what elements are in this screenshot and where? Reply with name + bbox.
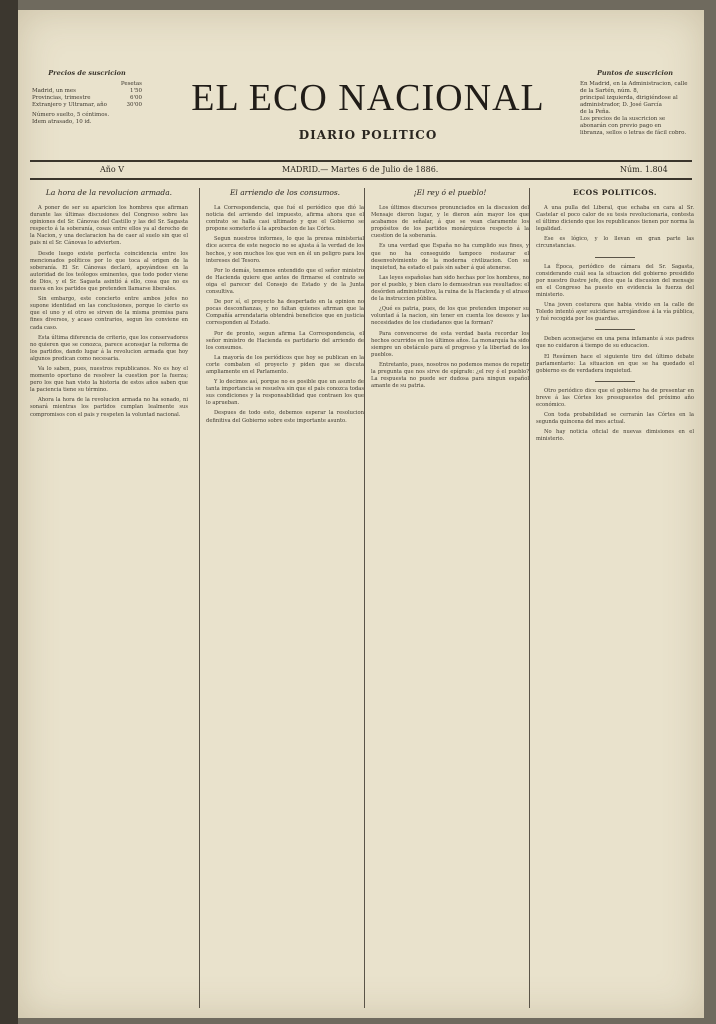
price-row-value: 30'00	[126, 102, 142, 108]
article-paragraph: No hay noticia oficial de nuevas dimisiones en el ministerio.	[536, 429, 694, 443]
issue-year: Año V	[100, 165, 125, 174]
price-row	[32, 88, 142, 95]
price-note: Número suelto, 5 céntimos.	[32, 112, 110, 118]
article-paragraph: Va lo saben, pues, nuestros republicanos. No es hoy el momento oportuno de resolver la cuestion por la fuerza; pero los que han visto la historia de estos años saben que la paciencia tiene su término.	[30, 365, 188, 394]
item-divider	[595, 329, 635, 330]
issue-date: MADRID.— Martes 6 de Julio de 1886.	[282, 165, 439, 174]
price-row-label: Extranjero y Ultramar, año	[32, 102, 107, 108]
article-paragraph: Despues de todo esto, debemos esperar la resolucion definitiva del Gobierno sobre este importante asunto.	[206, 410, 364, 424]
masthead	[18, 10, 704, 160]
article-column	[30, 188, 193, 1008]
article-paragraph: Ahora la hora de la revolucion armada no ha sonado, ni sonará mientras los partidos cumplan lealmente sus compromisos con el pais y respeten la voluntad nacional.	[30, 397, 188, 418]
price-row-label: Provincias, trimestre	[32, 95, 91, 101]
item-divider	[595, 381, 635, 382]
article-paragraph: Es una verdad que España no ha cumplido sus fines, y que no ha conseguido tampoco restaurar el desenvolvimiento de la moderna civilizacion. Con su inquietud, ha estado el país sin saber á qué atenerse.	[371, 243, 529, 271]
article-title: La hora de la revolucion armada.	[45, 188, 173, 197]
price-row	[32, 95, 142, 102]
article-paragraph: A una pulla del Liberal, que echaba en cara al Sr. Castelar el poco calor de su tesis revolucionaria, contesta el último diciendo que los republicanos tienen por norma la legalidad.	[536, 205, 694, 233]
page-edge-shadow	[0, 0, 18, 1024]
article-paragraph: El Resúmen hace el siguiente tiro del último debate parlamentario: La situacion en que se ha quedado el gobierno es de verdadera inquietud.	[536, 353, 694, 374]
article-paragraph: Una joven costurera que habia vivido en la calle de Toledo intentó ayer suicidarse arrojándose á la vía pública, y fué recogida por los guardias.	[536, 302, 694, 323]
currency-label-row	[32, 81, 142, 88]
newspaper-page	[18, 10, 704, 1018]
article-paragraph: Ese es lógico, y lo llevan en gran parte las circunstancias.	[536, 236, 694, 250]
article-paragraph: Entretanto, pues, nosotros no podemos menos de repetir la pregunta que nos sirve de epígrafe: ¿el rey ó el pueblo? La respuesta no puede ser dudosa para ningun español amante de su patria.	[371, 361, 529, 390]
item-divider	[595, 257, 635, 258]
article-title: ¡El rey ó el pueblo!	[413, 188, 487, 197]
article-title: El arriendo de los consumos.	[229, 188, 341, 197]
newspaper-title: EL ECO NACIONAL	[191, 77, 545, 119]
article-paragraph: La Correspondencia, que fué el periódico que dió la noticia del arriendo del impuesto, afirma ahora que el contrato se halla casi ultimado y que el Gobierno se propone someterlo á la aprobacion de las Córtes.	[206, 205, 364, 233]
price-row-value: 6'00	[129, 95, 142, 101]
currency-label: Pesetas	[120, 81, 142, 87]
subscription-points-line: principal izquierda, dirigiéndose al administrador, D. José García	[580, 95, 678, 108]
article-paragraph: Por de pronto, segun afirma La Correspondencia, el señor ministro de Hacienda es partidario del arriendo de los consumos.	[206, 330, 364, 351]
subscription-points-line: En Madrid, en la Administracion, calle de la Sartén, núm. 8,	[580, 81, 688, 94]
article-paragraph: Y lo decimos así, porque no es posible que un asunto de tanta importancia se resuelva sin que el pais conozca todas sus condiciones y la responsabilidad que contraen los que lo aprueban.	[206, 379, 364, 407]
subscription-points-line: de la Peña.	[580, 109, 611, 115]
article-column	[364, 188, 534, 1008]
article-paragraph: Por lo demás, tenemos entendido que el señor ministro de Hacienda quiere que antes de firmarse el contrato se oiga el parecer del Consejo de Estado y de la Junta consultiva.	[206, 267, 364, 296]
article-paragraph: Desde luego existe perfecta coincidencia entre los mencionados políticos por lo que toca al origen de la soberanía. El Sr. Cánovas declaró, apoyándose en la autoridad de los teólogos eminentes, que todo poder viene de Dios, y el Sr. Sagasta asintió á ello, cosa que no es nueva en los partidos que pretenden llamarse liberales.	[30, 250, 188, 293]
subscription-points-line: Los precios de la suscricion se abonarán con previo pago en	[580, 116, 666, 129]
subscription-prices-box	[32, 70, 142, 126]
article-paragraph: Sin embargo, este concierto entre ambos jefes no supone identidad en las conclusiones, porque lo cierto es que el uno y el otro se sirven de la misma premisa para fines diversos, y acaso contrarios, segun les conviene en cada caso.	[30, 296, 188, 331]
subscription-points-line: libranza, sellos o letras de fácil cobro.	[580, 130, 687, 136]
issue-number: Núm. 1.804	[620, 165, 668, 174]
dateline-bar	[30, 160, 692, 180]
article-paragraph: La Época, periódico de cámara del Sr. Sagasta, considerando cuál sea la situacion del gobierno presidido por nuestro ilustre jefe, dice que la discusion del mensaje en el Congreso ha puesto en evidencia la fuerza del ministerio.	[536, 263, 694, 298]
article-paragraph: Los últimos discursos pronunciados en la discusion del Mensaje dieron lugar, y le dieron aún mayor los que acabamos de señalar, á que se vean claramente los propósitos de los partidos monárquicos respecto á la cuestion de la soberanía.	[371, 205, 529, 240]
article-paragraph: Con toda probabilidad se cerrarán las Córtes en la segunda quincena del mes actual.	[536, 412, 694, 426]
article-paragraph: Segun nuestros informes, lo que la prensa ministerial dice acerca de este negocio no se ajusta á la verdad de los hechos, y son muchos los que ven en él un peligro para los intereses del Tesoro.	[206, 236, 364, 264]
article-paragraph: ¿Qué es patria, pues, de los que pretenden imponer su voluntad á la nacion, sin tener en cuenta los deseos y las necesidades de los ciudadanos que la forman?	[371, 306, 529, 327]
price-row	[32, 102, 142, 109]
article-title: ECOS POLITICOS.	[572, 188, 658, 197]
article-column	[199, 188, 369, 1008]
article-paragraph: Otro periódico dice que el gobierno ha de presentar en breve á las Córtes los presupuestos del próximo año económico.	[536, 387, 694, 408]
article-column	[529, 188, 699, 1008]
subscription-prices-heading: Precios de suscricion	[48, 69, 126, 77]
subscription-points-box	[580, 70, 690, 137]
article-paragraph: Deben aconsejarse en una pena infamante á sus padres que no cuidaron á tiempo de su educacion.	[536, 336, 694, 350]
subscription-points-heading: Puntos de suscricion	[597, 69, 673, 77]
article-paragraph: De por sí, el proyecto ha despertado en la opinion no pocas desconfianzas, y no faltan quienes afirman que la Compañía arrendataria obtendrá beneficios que en justicia corresponden al Estado.	[206, 299, 364, 327]
article-paragraph: La mayoría de los periódicos que hoy se publican en la corte combaten el proyecto y piden que se discuta ampliamente en el Parlamento.	[206, 354, 364, 375]
price-note: Idem atrasado, 10 id.	[32, 119, 92, 125]
article-columns	[30, 188, 692, 1018]
article-paragraph: A poner de ser su aparicion los hombres que afirman durante las últimas discusiones del Congreso sobre las opiniones del Sr. Cánovas del Castillo y las del Sr. Sagasta respecto á la soberanía, cosas entre ellos ya al derecho de la Nacion, y una declaracion ha de caer al suelo sin que el pais ni el Sr. Cánovas lo advierten.	[30, 205, 188, 247]
price-row-value: 1'50	[129, 88, 142, 94]
article-paragraph: Las leyes españolas han sido hechas por los hombres, no por el pueblo, y bien claro lo demuestran sus resultados: el desórden administrativo, la ruina de la Hacienda y el atraso de la instruccion pública.	[371, 274, 529, 303]
article-paragraph: Esta última diferencia de criterio, que los conservadores no quieren que se conozca, parece aconsejar la reforma de los partidos, dando lugar á la revolucion armada que hoy algunos predican como necesaria.	[30, 334, 188, 362]
article-paragraph: Para convencerse de esta verdad basta recordar los hechos ocurridos en los últimos años. La monarquía ha sido siempre un obstáculo para el progreso y la libertad de los pueblos.	[371, 330, 529, 358]
price-row-label: Madrid, un mes	[32, 88, 76, 94]
newspaper-subtitle: DIARIO POLITICO	[298, 128, 438, 142]
